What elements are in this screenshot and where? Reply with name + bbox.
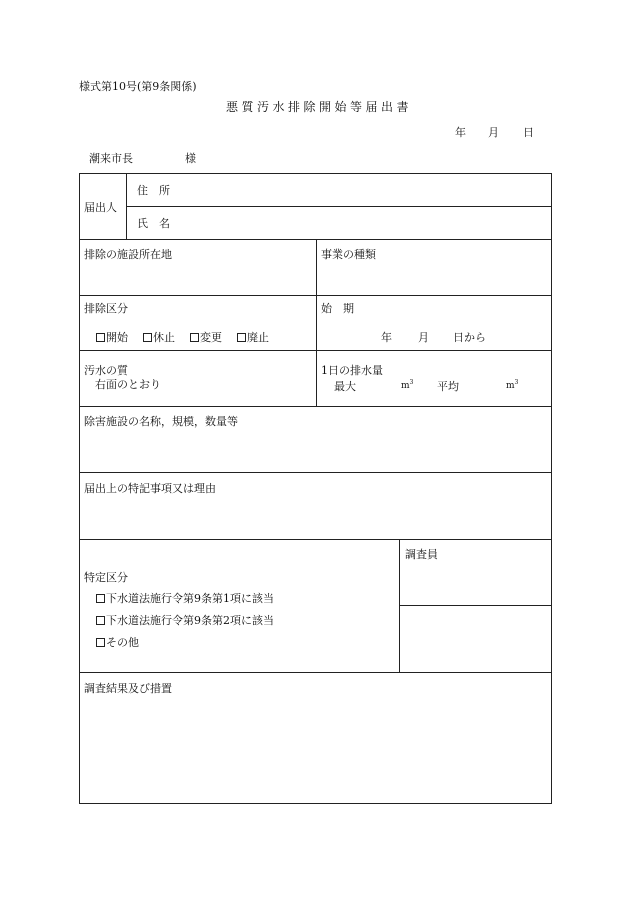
business-type-label: 事業の種類: [321, 248, 376, 261]
address-label: 住 所: [137, 184, 170, 197]
notifier-label: 届出人: [84, 201, 117, 214]
start-period-label: 始 期: [321, 302, 354, 315]
specific-option-1[interactable]: 下水道法施行令第9条第1項に該当: [96, 592, 274, 605]
discharge-category-label: 排除区分: [84, 302, 128, 315]
discharge-option-change[interactable]: 変更: [190, 331, 222, 344]
checkbox-icon[interactable]: [96, 616, 105, 625]
daily-discharge-max-unit: $m^3$: [401, 379, 414, 391]
start-period-day-from: 日から: [453, 331, 486, 344]
facility-location-label: 排除の施設所在地: [84, 248, 172, 261]
daily-discharge-max-label: 最大: [334, 380, 356, 393]
specific-category-label: 特定区分: [84, 571, 128, 584]
addressee-name: 潮来市長: [89, 152, 133, 165]
date-year: 年: [455, 126, 466, 139]
specific-option-2[interactable]: 下水道法施行令第9条第2項に該当: [96, 614, 274, 627]
date-day: 日: [523, 126, 534, 139]
checkbox-icon[interactable]: [190, 333, 199, 342]
discharge-option-suspend[interactable]: 休止: [143, 331, 175, 344]
specific-option-3[interactable]: その他: [96, 636, 139, 649]
name-label: 氏 名: [137, 217, 170, 230]
daily-discharge-label: 1日の排水量: [321, 364, 383, 377]
daily-discharge-avg-label: 平均: [437, 380, 459, 393]
start-period-month: 月: [418, 331, 429, 344]
wastewater-quality-label: 汚水の質: [84, 364, 128, 377]
checkbox-icon[interactable]: [143, 333, 152, 342]
checkbox-icon[interactable]: [237, 333, 246, 342]
discharge-option-start[interactable]: 開始: [96, 331, 128, 344]
discharge-option-abolish[interactable]: 廃止: [237, 331, 269, 344]
treatment-facility-label: 除害施設の名称，規模，数量等: [84, 415, 238, 428]
checkbox-icon[interactable]: [96, 594, 105, 603]
addressee-honorific: 様: [185, 152, 196, 165]
form-number: 様式第10号(第9条関係): [79, 80, 197, 93]
form-title: 悪質汚水排除開始等届出書: [226, 100, 413, 114]
start-period-year: 年: [381, 331, 392, 344]
inspector-label: 調査員: [405, 548, 438, 561]
checkbox-icon[interactable]: [96, 638, 105, 647]
special-notes-label: 届出上の特記事項又は理由: [84, 482, 216, 495]
date-month: 月: [488, 126, 499, 139]
survey-result-label: 調査結果及び措置: [84, 682, 172, 695]
checkbox-icon[interactable]: [96, 333, 105, 342]
daily-discharge-avg-unit: $m^3$: [506, 379, 519, 391]
wastewater-quality-note: 右面のとおり: [95, 378, 161, 391]
